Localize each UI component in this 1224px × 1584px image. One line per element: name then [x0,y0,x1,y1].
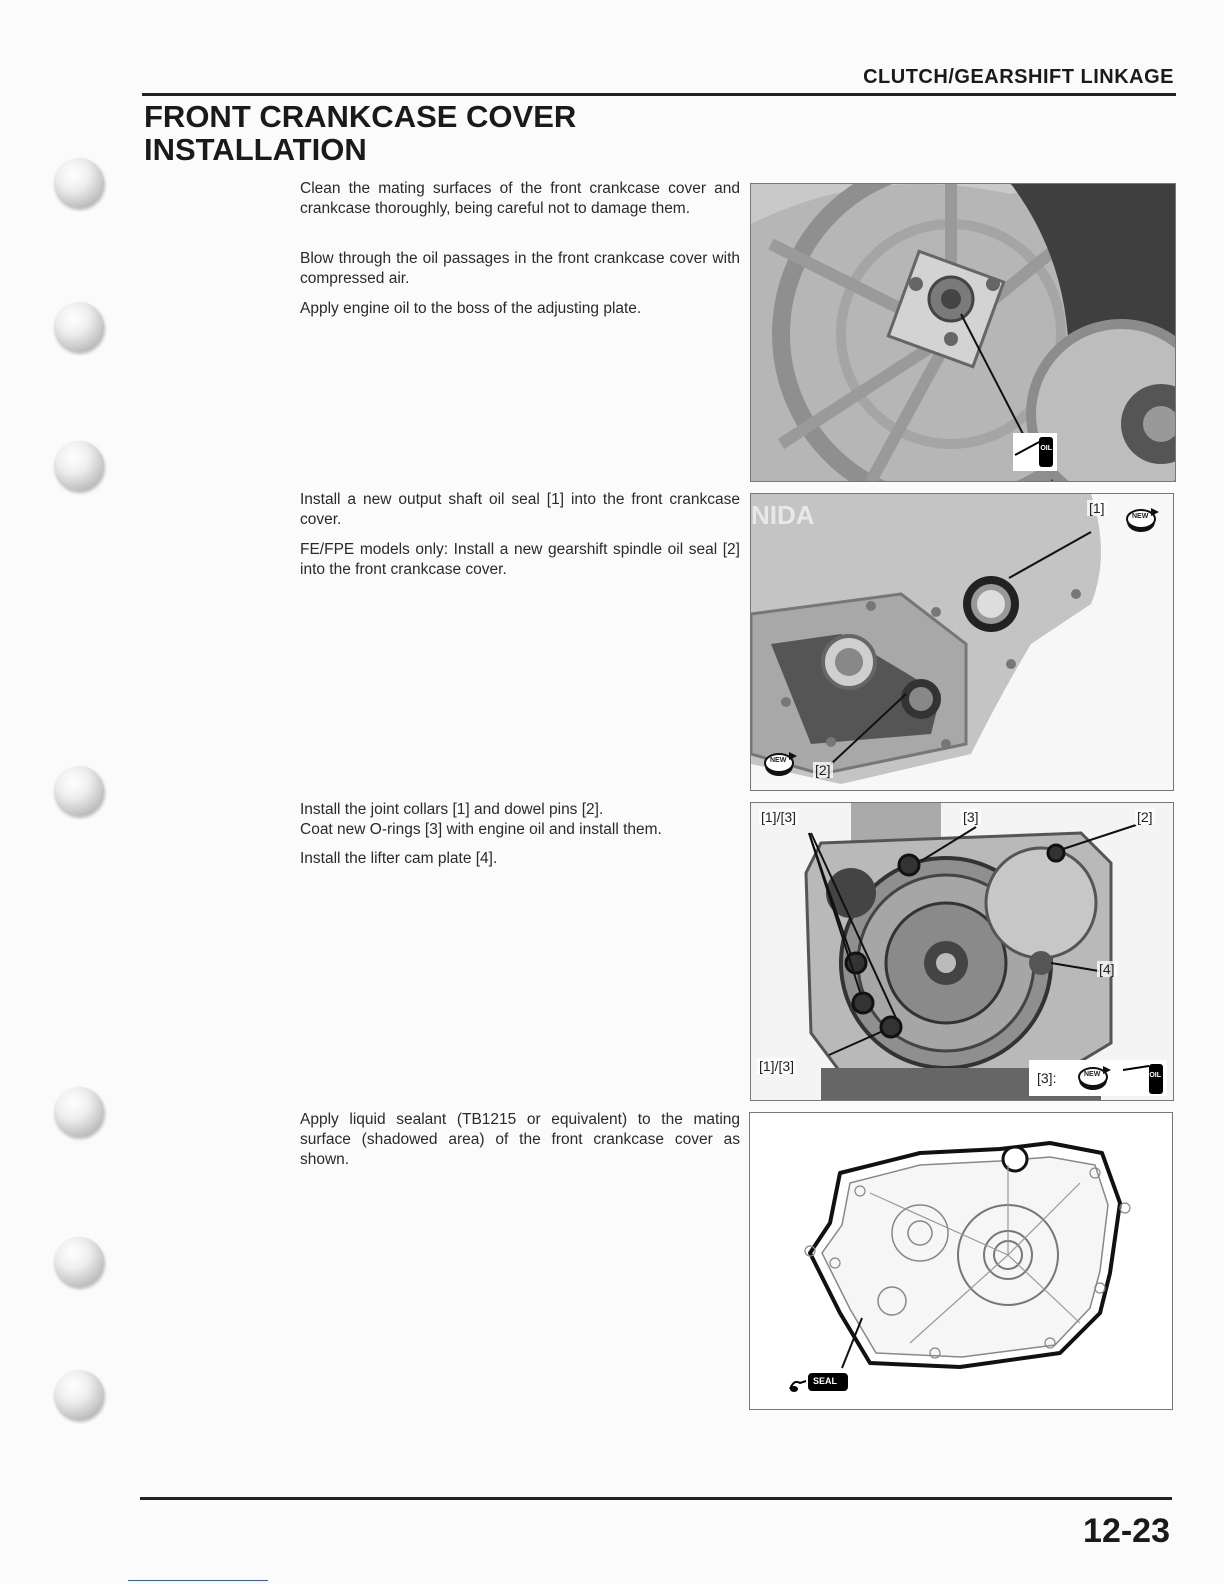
crankcase-cover-seal-photo [751,494,1173,790]
binder-hole [54,1370,104,1420]
sealant-line-diagram [750,1113,1172,1409]
callout-2: [2] [1137,809,1153,825]
footer-rule [140,1497,1172,1500]
step1-paragraph: Clean the mating surfaces of the front crankcase cover and crankcase thoroughly, being careful not to damage them. [300,180,740,217]
callout-1-3: [1]/[3] [759,1058,795,1074]
seal-tag: SEAL [813,1376,838,1386]
callout-3-legend: [3]: [1037,1070,1057,1086]
crankcase-cover-photo [751,184,1175,481]
binder-hole [54,1237,104,1287]
step2-paragraph: Install a new output shaft oil seal [1] into the front crankcase cover. [300,491,740,528]
page-number: 12-23 [1083,1512,1170,1550]
oil-tag: OIL [1040,445,1052,452]
new-tag: NEW [1084,1071,1101,1078]
clutch-assembly-photo [751,803,1173,1100]
section-header: CLUTCH/GEARSHIFT LINKAGE [863,66,1174,88]
binder-hole [54,1087,104,1137]
step1-paragraph: Apply engine oil to the boss of the adjusting plate. [300,300,642,317]
oil-tag: OIL [1149,1072,1161,1079]
step3-paragraph: Install the joint collars [1] and dowel pins [2]. Coat new O-rings [3] with engine oil and install them. [300,801,662,838]
binder-hole [54,158,104,208]
header-rule [142,93,1176,96]
step1-paragraph: Blow through the oil passages in the front crankcase cover with compressed air. [300,250,740,287]
binder-hole [54,441,104,491]
oil-icon [1121,1060,1165,1096]
figure-clutch-photo [750,802,1174,1101]
legend-box [1029,1060,1167,1096]
page-title: FRONT CRANKCASE COVER INSTALLATION [144,99,577,167]
new-part-icon [1125,504,1161,534]
callout-1: [1] [1089,500,1105,516]
link-underline [128,1580,268,1581]
figure-oil-seal-photo [750,493,1174,791]
seal-icon [788,1369,850,1393]
step3-paragraph: Install the lifter cam plate [4]. [300,850,498,867]
step4-paragraph: Apply liquid sealant (TB1215 or equivalent) to the mating surface (shadowed area) of the front crankcase cover as shown. [300,1111,740,1168]
callout-4: [4] [1099,961,1115,977]
binder-hole [54,766,104,816]
new-part-icon [763,748,799,778]
oil-icon [1013,433,1057,471]
callout-1-3: [1]/[3] [761,809,797,825]
figure-sealant-diagram [749,1112,1173,1410]
new-part-icon [1077,1062,1113,1092]
figure-adjusting-plate-photo [750,183,1176,482]
binder-hole [54,302,104,352]
svg-text:NIDA: NIDA [751,500,815,530]
new-tag: NEW [770,757,787,764]
callout-2: [2] [815,762,831,778]
step2-paragraph: FE/FPE models only: Install a new gearshift spindle oil seal [2] into the front crankcase cover. [300,541,740,578]
new-tag: NEW [1132,513,1149,520]
callout-3: [3] [963,809,979,825]
